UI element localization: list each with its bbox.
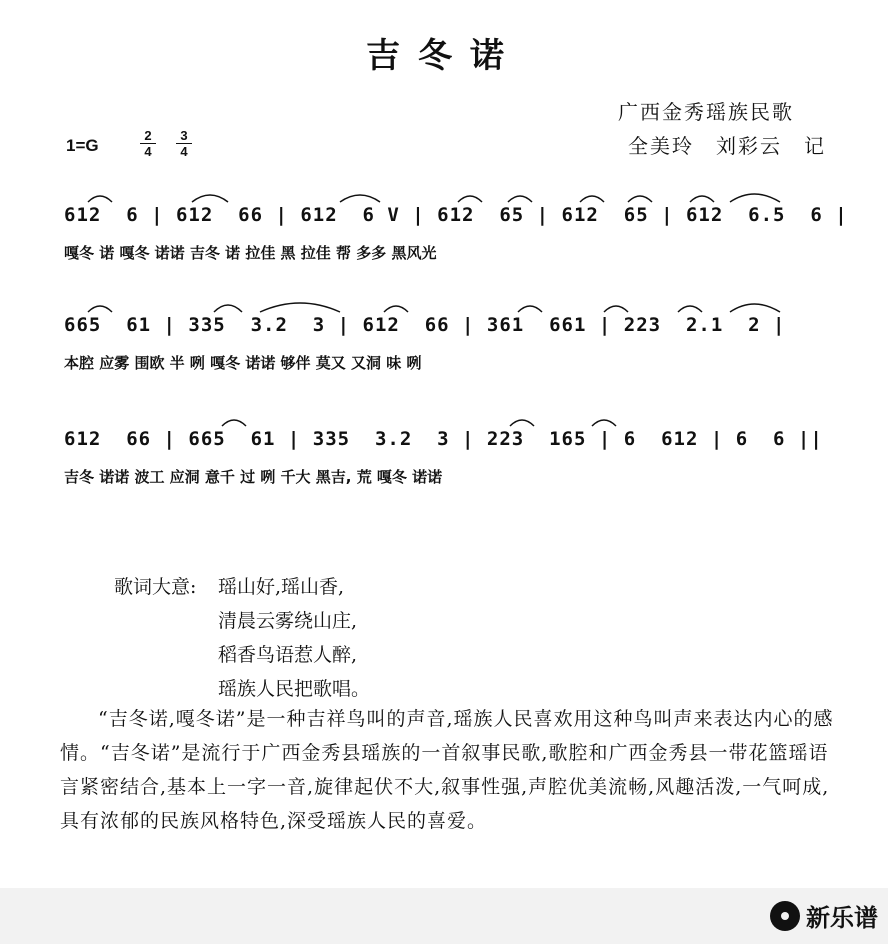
footer-band [0, 888, 888, 944]
lyrics-text: 本腔 应雾 围欧 半 咧 嘎冬 诺诺 够伴 莫又 又洞 味 咧 [64, 354, 422, 372]
watermark-logo [770, 898, 878, 933]
watermark-text: 新乐谱 [806, 904, 878, 932]
lyrics-meaning [114, 570, 370, 706]
meaning-line: 稻香鸟语惹人醉, [218, 644, 358, 666]
music-disc-icon [770, 901, 800, 931]
meaning-line: 瑶族人民把歌唱。 [218, 678, 371, 700]
score-line [64, 412, 834, 492]
key-signature: 1=G [66, 136, 99, 155]
page-title: 吉冬诺 [366, 36, 522, 76]
meaning-line: 瑶山好,瑶山香, [218, 576, 345, 598]
meaning-line: 清晨云雾绕山庄, [218, 610, 358, 632]
score-line [64, 188, 848, 268]
meaning-label: 歌词大意: [114, 576, 197, 598]
notation-text: 612 66 | 665 61 | 335 3.2 3 | 223 165 | 6 612 | 6 6 || [64, 428, 823, 450]
time-signature-bottom: 4 [180, 144, 188, 159]
time-signature-bottom: 4 [144, 144, 152, 159]
transcriber-credit: 全美玲 刘彩云 记 [628, 134, 826, 158]
time-signature [140, 128, 156, 159]
description-paragraph: “吉冬诺,嘎冬诺”是一种吉祥鸟叫的声音,瑶族人民喜欢用这种鸟叫声来表达内心的感情。“吉冬诺”是流行于广西金秀县瑶族的一首叙事民歌,歌腔和广西金秀县一带花篮瑶语言紧密结合,基本上一字一音,旋律起伏不大,叙事性强,声腔优美流畅,风趣活泼,一气呵成,具有浓郁的民族风格特色,深受瑶族人民的喜爱。 [60, 708, 834, 832]
notation-text: 665 61 | 335 3.2 3 | 612 66 | 361 661 | 223 2.1 2 | [64, 314, 786, 336]
time-signature-top: 3 [180, 128, 188, 143]
time-signature [176, 128, 192, 159]
song-origin: 广西金秀瑶族民歌 [618, 100, 794, 124]
score-line [64, 298, 834, 378]
notation-text: 612 6 | 612 66 | 612 6 V | 612 65 | 612 65 | 612 6.5 6 | [64, 204, 848, 226]
time-signature-top: 2 [144, 128, 152, 143]
lyrics-text: 嘎冬 诺 嘎冬 诺诺 吉冬 诺 拉佳 黑 拉佳 帮 多多 黑风光 [64, 244, 437, 262]
lyrics-text: 吉冬 诺诺 波工 应洞 意千 过 咧 千大 黑吉, 荒 嘎冬 诺诺 [64, 468, 443, 486]
